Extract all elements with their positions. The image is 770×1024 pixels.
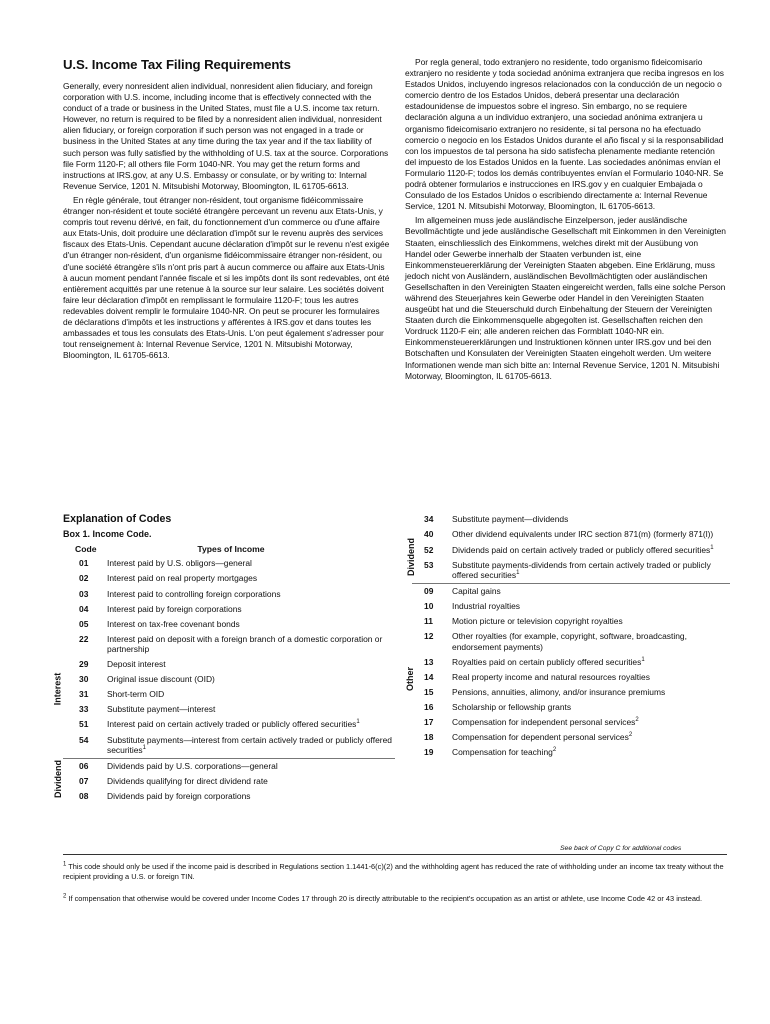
footnote-2 (63, 894, 727, 904)
code-description (452, 514, 730, 524)
code-description-text: Other royalties (for example, copyright, software, broadcasting, endorsement payments) (452, 631, 687, 652)
code-row (412, 614, 730, 629)
code-number: 09 (424, 586, 434, 596)
code-description (107, 573, 395, 583)
codes-header (63, 543, 395, 556)
code-number: 31 (79, 689, 89, 700)
paragraph-french: En règle générale, tout étranger non-résident, tout organisme fidéicommissaire étranger non-résident et toute société étrangère percevant un revenu aux Etats-Unis, y compris tout revenu dérivé, en fait, du fonctionnement d'un commerce ou d'une affaire aux Etats-Unis, doit produire une déclaration d'impôt sur le revenu auprès des services fiscaux des Etats-Unis. Cependant aucune déclaration d'impôt sur le revenu n'est exigée d'un étranger non-résident, d'un organisme fidéicommissaire étranger non-résident, ou d'une société étrangère s'ils n'ont pris part à aucun commerce ou affaire aux Etats-Unis à aucun moment pendant l'année fiscale et si les impôts dont ils sont redevables, ont été entièrement acquittés par une retenue à la source sur leur salaire. Les sociétés doivent faire leur déclaration d'impôt en remplissant le formulaire 1120-F; tous les autres redevables doivent remplir le formulaire 1040-NR. On peut se procurer les formulaires de déclarations d'impôts et les instructions y afférentes à IRS.gov et dans toutes les ambassades et tous les consulats des Etats-Unis. L'on peut également s'adresser pour tout renseignement à: Internal Revenue Service, 1201 N. Mitsubishi Motorway, Bloomington, IL 61705-6613. (63, 194, 390, 361)
interest-group (52, 556, 395, 759)
code-number: 30 (79, 674, 89, 685)
other-group (405, 584, 730, 760)
code-description (452, 672, 730, 682)
footnote-1 (63, 862, 727, 881)
code-description (107, 761, 395, 771)
code-description-text: Real property income and natural resources royalties (452, 671, 650, 682)
code-number: 05 (79, 618, 89, 629)
footnote-2-mark: 2 (63, 893, 67, 900)
code-description-text: Dividends paid on certain actively traded or publicly offered securities (452, 544, 711, 555)
code-row (412, 669, 730, 684)
code-row (63, 774, 395, 789)
codes-left-column (52, 512, 395, 804)
code-description (107, 719, 395, 729)
code-description-text: Compensation for dependent personal services (452, 732, 629, 742)
code-number: 14 (424, 671, 434, 682)
code-number: 29 (79, 659, 89, 670)
code-description-text: Dividends paid by foreign corporations (107, 791, 251, 802)
footnote-2-text: If compensation that otherwise would be covered under Income Codes 17 through 20 is directly attributable to the recipient's occupation as an artist or athlete, use Income Code 42 or 43 instead. (68, 894, 703, 903)
code-row (412, 557, 730, 582)
paragraph-english: Generally, every nonresident alien individual, nonresident alien fiduciary, and foreign corporation with U.S. income, including income that is effectively connected with the conduct of a trade or business in the United States, must file a U.S. income tax return. However, no return is required to be filed by a nonresident alien individual, nonresident alien fiduciary, or foreign corporation if such person was not engaged in a trade or business in the United States at any time during the tax year and if the tax liability of such person was fully satisfied by the withholding of U.S. tax at the source. Corporations file Form 1120-F; all others file Form 1040-NR. You may get the return forms and instructions at IRS.gov, at any U.S. Embassy or consulate, or by writing to: Internal Revenue Service, 1201 N. Mitsubishi Motorway, Bloomington, IL 61705-6613. (63, 81, 389, 191)
footnote-1-text: This code should only be used if the income paid is described in Regulations section 1.1441-6(c)(2) and the withholding agent has reduced the rate of withholding under an income tax treaty without the recipient providing a U.S. or foreign TIN. (63, 862, 724, 881)
code-description-text: Short-term OID (107, 689, 165, 700)
paragraph-german: Im allgemeinen muss jede ausländische Einzelperson, jeder ausländische Bevollmächtigte und jede ausländische Gesellschaft mit Einkommen in den Vereinigten Staaten, einschliesslich des Einkommens, welches direkt mit der Ausübung von Handel oder Gewerbe innerhalb der Staaten verbunden ist, eine Einkommensteuererklärung der Vereinigten Staaten abgeben. Eine Erklärung, muss jedoch nicht von Ausländern, ausländischen Bevollmächtigten oder ausländischen Gesellschaften in den Vereinigten Staaten eingereicht werden, falls eine solche Person während des Steuerjahres kein Gewerbe oder Handel in den Vereinigten Staaten ausgeübt hat und die Steuerschuld durch Einbehaltung der Steuern der Vereinigten Staaten durch die Einkommensquelle abgegolten ist. Gesellschaften reichen den Vordruck 1120-F ein; alle anderen reichen das Formblatt 1040-NR ein. Einkommensteuererklärungen und Instruktionen können unter IRS.gov und bei den Botschaften und Konsulaten der Vereinigten Staaten eingeholt werden. Um weitere Informationen wende man sich bitte an: Internal Revenue Service, 1201 N. Mitsubishi Motorway, Bloomington, IL 61705-6613. (405, 215, 726, 381)
code-description-text: Interest on tax-free covenant bonds (107, 618, 240, 629)
code-row (412, 599, 730, 614)
code-description (107, 634, 395, 655)
code-description-text: Motion picture or television copyright royalties (452, 616, 623, 627)
code-description-text: Interest paid on real property mortgages (107, 573, 258, 584)
code-row (412, 584, 730, 599)
code-description-text: Substitute payments-dividends from certain actively traded or publicly offered securities (452, 559, 711, 580)
other-group-label: Other (405, 666, 416, 691)
code-row (63, 717, 395, 732)
footnote-reference: 1 (142, 745, 146, 752)
code-row (412, 512, 730, 527)
code-number: 07 (79, 776, 89, 786)
dividend-group-left (53, 759, 395, 804)
dividend-group-label-right: Dividend (406, 537, 417, 577)
code-description (452, 586, 730, 596)
code-number: 16 (424, 701, 434, 712)
code-description (452, 717, 730, 727)
code-description (107, 689, 395, 699)
code-description-text: Compensation for teaching (452, 747, 553, 758)
code-description (107, 791, 395, 801)
code-row (63, 687, 395, 702)
code-row (412, 684, 730, 699)
code-description (107, 589, 395, 599)
code-number: 03 (79, 588, 89, 599)
code-description (107, 776, 395, 786)
code-description (452, 657, 730, 667)
code-description (452, 747, 730, 757)
code-description-text: Other dividend equivalents under IRC section 871(m) (formerly 871(l)) (452, 529, 714, 540)
codes-right-column (405, 512, 730, 760)
code-description-text: Substitute payment—interest (107, 704, 216, 715)
code-row (63, 631, 395, 656)
code-description-text: Dividends paid by U.S. corporations—general (107, 760, 278, 771)
code-number: 54 (79, 734, 89, 745)
code-row (63, 759, 395, 774)
code-description-text: Substitute payments—interest from certain actively traded or publicly offered securities (107, 734, 392, 755)
code-row (63, 571, 395, 586)
code-description (107, 558, 395, 568)
code-description-text: Interest paid by foreign corporations (107, 603, 242, 614)
code-number: 34 (424, 514, 434, 525)
code-number: 40 (424, 529, 434, 540)
code-description-text: Interest paid on deposit with a foreign branch of a domestic corporation or partnership (107, 633, 383, 655)
code-description (452, 702, 730, 712)
codes-title: Explanation of Codes (63, 513, 172, 525)
code-description-text: Capital gains (452, 586, 501, 596)
code-description (452, 631, 730, 652)
code-number: 08 (79, 791, 89, 802)
code-row (412, 745, 730, 760)
footnote-reference: 2 (635, 717, 639, 724)
code-description-text: Interest paid on certain actively traded or publicly offered securities (107, 719, 357, 730)
code-row (63, 601, 395, 616)
code-description (452, 616, 730, 626)
code-row (63, 556, 395, 571)
code-number: 51 (79, 719, 89, 730)
code-number: 22 (79, 633, 89, 644)
code-row (412, 527, 730, 542)
code-description (452, 687, 730, 697)
code-number: 11 (424, 616, 433, 627)
footnote-reference: 1 (710, 544, 714, 551)
code-description (107, 619, 395, 629)
code-description (107, 604, 395, 614)
code-number: 53 (424, 559, 434, 570)
code-description-text: Interest paid to controlling foreign corporations (107, 588, 281, 599)
dividend-group-right (406, 512, 730, 584)
code-row (63, 672, 395, 687)
code-row (412, 730, 730, 745)
footnote-1-mark: 1 (63, 861, 67, 868)
code-description-text: Original issue discount (OID) (107, 674, 215, 685)
footnote-reference: 1 (641, 656, 645, 663)
dividend-group-label: Dividend (53, 759, 64, 798)
left-text-column (63, 57, 390, 364)
code-number: 01 (79, 558, 89, 569)
code-description-text: Industrial royalties (452, 601, 520, 612)
code-number: 18 (424, 732, 434, 742)
right-text-column (405, 57, 726, 385)
code-row (63, 657, 395, 672)
types-column-header: Types of Income (197, 544, 265, 554)
code-number: 02 (79, 573, 89, 584)
code-description (452, 560, 730, 581)
paragraph-spanish: Por regla general, todo extranjero no residente, todo organismo fideicomisario extranjero no residente y toda sociedad anónima extranjera que reciba ingresos en los Estados Unidos, incluyendo ingresos relacionados con la conducción de un negocio o comercio dentro de los Estados Unidos, deberá presentar una declaración estadounidense de impuestos sobre el ingreso. Sin embargo, no se requiere declaración alguna a un individuo extranjero, una sociedad anónima extranjera u organismo fideicomisario extranjero no residente, si tal persona no ha efectuado comercio o negocio en los Estados Unidos durante el año fiscal y si la responsabilidad con los impuestos de tal persona ha sido satisfecha plenamente mediante retención del impuesto de los Estados Unidos en la fuente. Las sociedades anónimas envían el Formulario 1120-F; todos los demás contribuyentes envían el Formulario 1040-NR. Se podrá obtener formularios e instrucciones en IRS.gov y en cualquier Embajada o Consulado de los Estados Unidos o escribiendo directamente a: Internal Revenue Service, 1201 N. Mitsubishi Motorway, Bloomington, IL 61705-6613. (405, 57, 724, 212)
code-description (452, 545, 730, 555)
box-label: Box 1. Income Code. (63, 529, 152, 539)
code-number: 12 (424, 631, 434, 642)
code-row (63, 732, 395, 757)
footnote-divider (63, 854, 727, 855)
code-number: 33 (79, 704, 89, 715)
code-number: 19 (424, 747, 434, 758)
code-description (107, 659, 395, 669)
code-number: 10 (424, 601, 434, 612)
code-row (63, 616, 395, 631)
code-row (412, 629, 730, 654)
code-number: 04 (79, 603, 89, 614)
code-description-text: Pensions, annuities, alimony, and/or insurance premiums (452, 686, 666, 697)
footnote-reference: 2 (552, 747, 557, 754)
code-number: 17 (424, 716, 434, 727)
code-row (63, 789, 395, 804)
code-row (412, 699, 730, 714)
code-number: 15 (424, 686, 434, 697)
code-description (452, 732, 730, 742)
code-number: 13 (424, 656, 434, 667)
footnote-reference: 1 (516, 570, 520, 577)
code-row (412, 542, 730, 557)
code-description-text: Interest paid by U.S. obligors—general (107, 558, 252, 569)
code-row (63, 586, 395, 601)
see-back-note: See back of Copy C for additional codes (560, 845, 682, 852)
code-column-header: Code (75, 544, 97, 554)
footnote-reference: 2 (628, 732, 633, 739)
code-row (412, 715, 730, 730)
code-row (63, 702, 395, 717)
code-description-text: Royalties paid on certain publicly offered securities (452, 656, 642, 667)
code-description-text: Scholarship or fellowship grants (452, 701, 572, 712)
code-description-text: Dividends qualifying for direct dividend rate (107, 776, 268, 786)
code-description-text: Substitute payment—dividends (452, 514, 569, 525)
code-description (107, 704, 395, 714)
code-description (452, 529, 730, 539)
code-row (412, 654, 730, 669)
code-description (452, 601, 730, 611)
interest-group-label: Interest (52, 672, 63, 706)
page-title: U.S. Income Tax Filing Requirements (63, 57, 291, 72)
code-description-text: Deposit interest (107, 659, 166, 670)
footnote-reference: 1 (356, 719, 360, 726)
code-description-text: Compensation for independent personal services (452, 716, 636, 727)
code-description (107, 735, 395, 756)
code-number: 52 (424, 544, 434, 555)
code-description (107, 674, 395, 684)
code-number: 06 (79, 760, 89, 771)
